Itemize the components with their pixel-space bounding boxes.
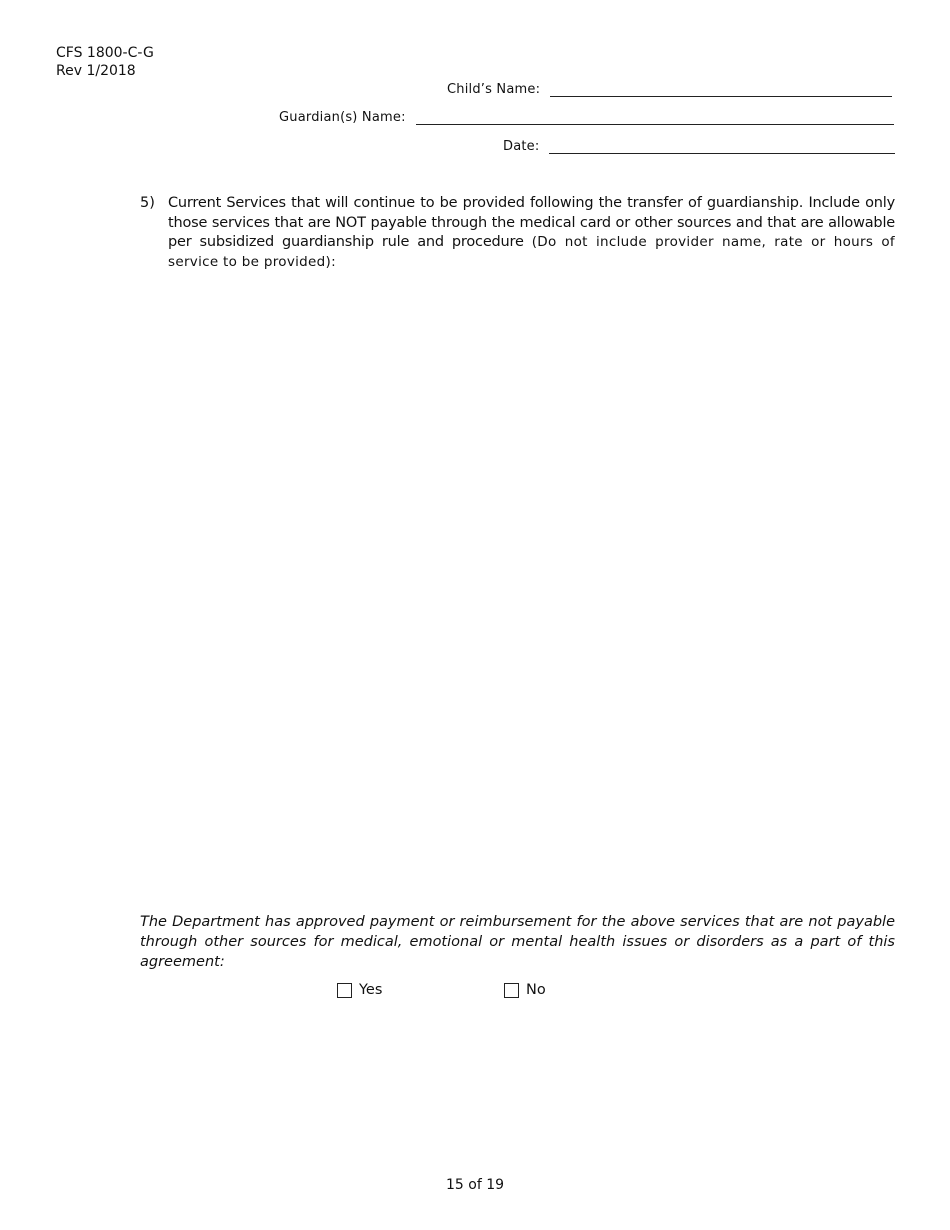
guardians-name-row bbox=[279, 108, 894, 125]
no-option[interactable] bbox=[504, 982, 546, 998]
approval-statement: The Department has approved payment or reimbursement for the above services that are not payable through other sources for medical, emotional or mental health issues or disorders as a part of this agreement: bbox=[140, 914, 895, 970]
page-number: 15 of 19 bbox=[445, 1177, 505, 1193]
item-5-parenthetical: (Do not include provider name, rate or hours of service to be provided): bbox=[168, 234, 895, 270]
form-number: CFS 1800-C-G bbox=[56, 45, 154, 61]
item-5 bbox=[140, 194, 895, 272]
form-code bbox=[56, 44, 154, 80]
childs-name-field[interactable] bbox=[550, 80, 892, 97]
item-5-text: Current Services that will continue to be provided following the transfer of guardianship. Include only those services that are NOT payable through the medical card or other sources and that are allowable per subsidized guardianship rule and procedure bbox=[168, 195, 895, 250]
no-checkbox[interactable] bbox=[504, 983, 519, 998]
form-revision: Rev 1/2018 bbox=[56, 63, 136, 79]
item-5-text-block bbox=[168, 194, 895, 272]
childs-name-row bbox=[447, 80, 892, 97]
yes-checkbox[interactable] bbox=[337, 983, 352, 998]
item-5-number: 5) bbox=[140, 195, 155, 211]
date-field[interactable] bbox=[549, 137, 895, 154]
date-row bbox=[503, 137, 895, 154]
date-label: Date: bbox=[503, 139, 540, 154]
yes-option[interactable] bbox=[337, 982, 382, 998]
childs-name-label: Child’s Name: bbox=[447, 82, 541, 97]
guardians-name-label: Guardian(s) Name: bbox=[279, 110, 406, 125]
guardians-name-field[interactable] bbox=[416, 108, 894, 125]
yes-label: Yes bbox=[359, 982, 383, 998]
no-label: No bbox=[526, 982, 546, 998]
